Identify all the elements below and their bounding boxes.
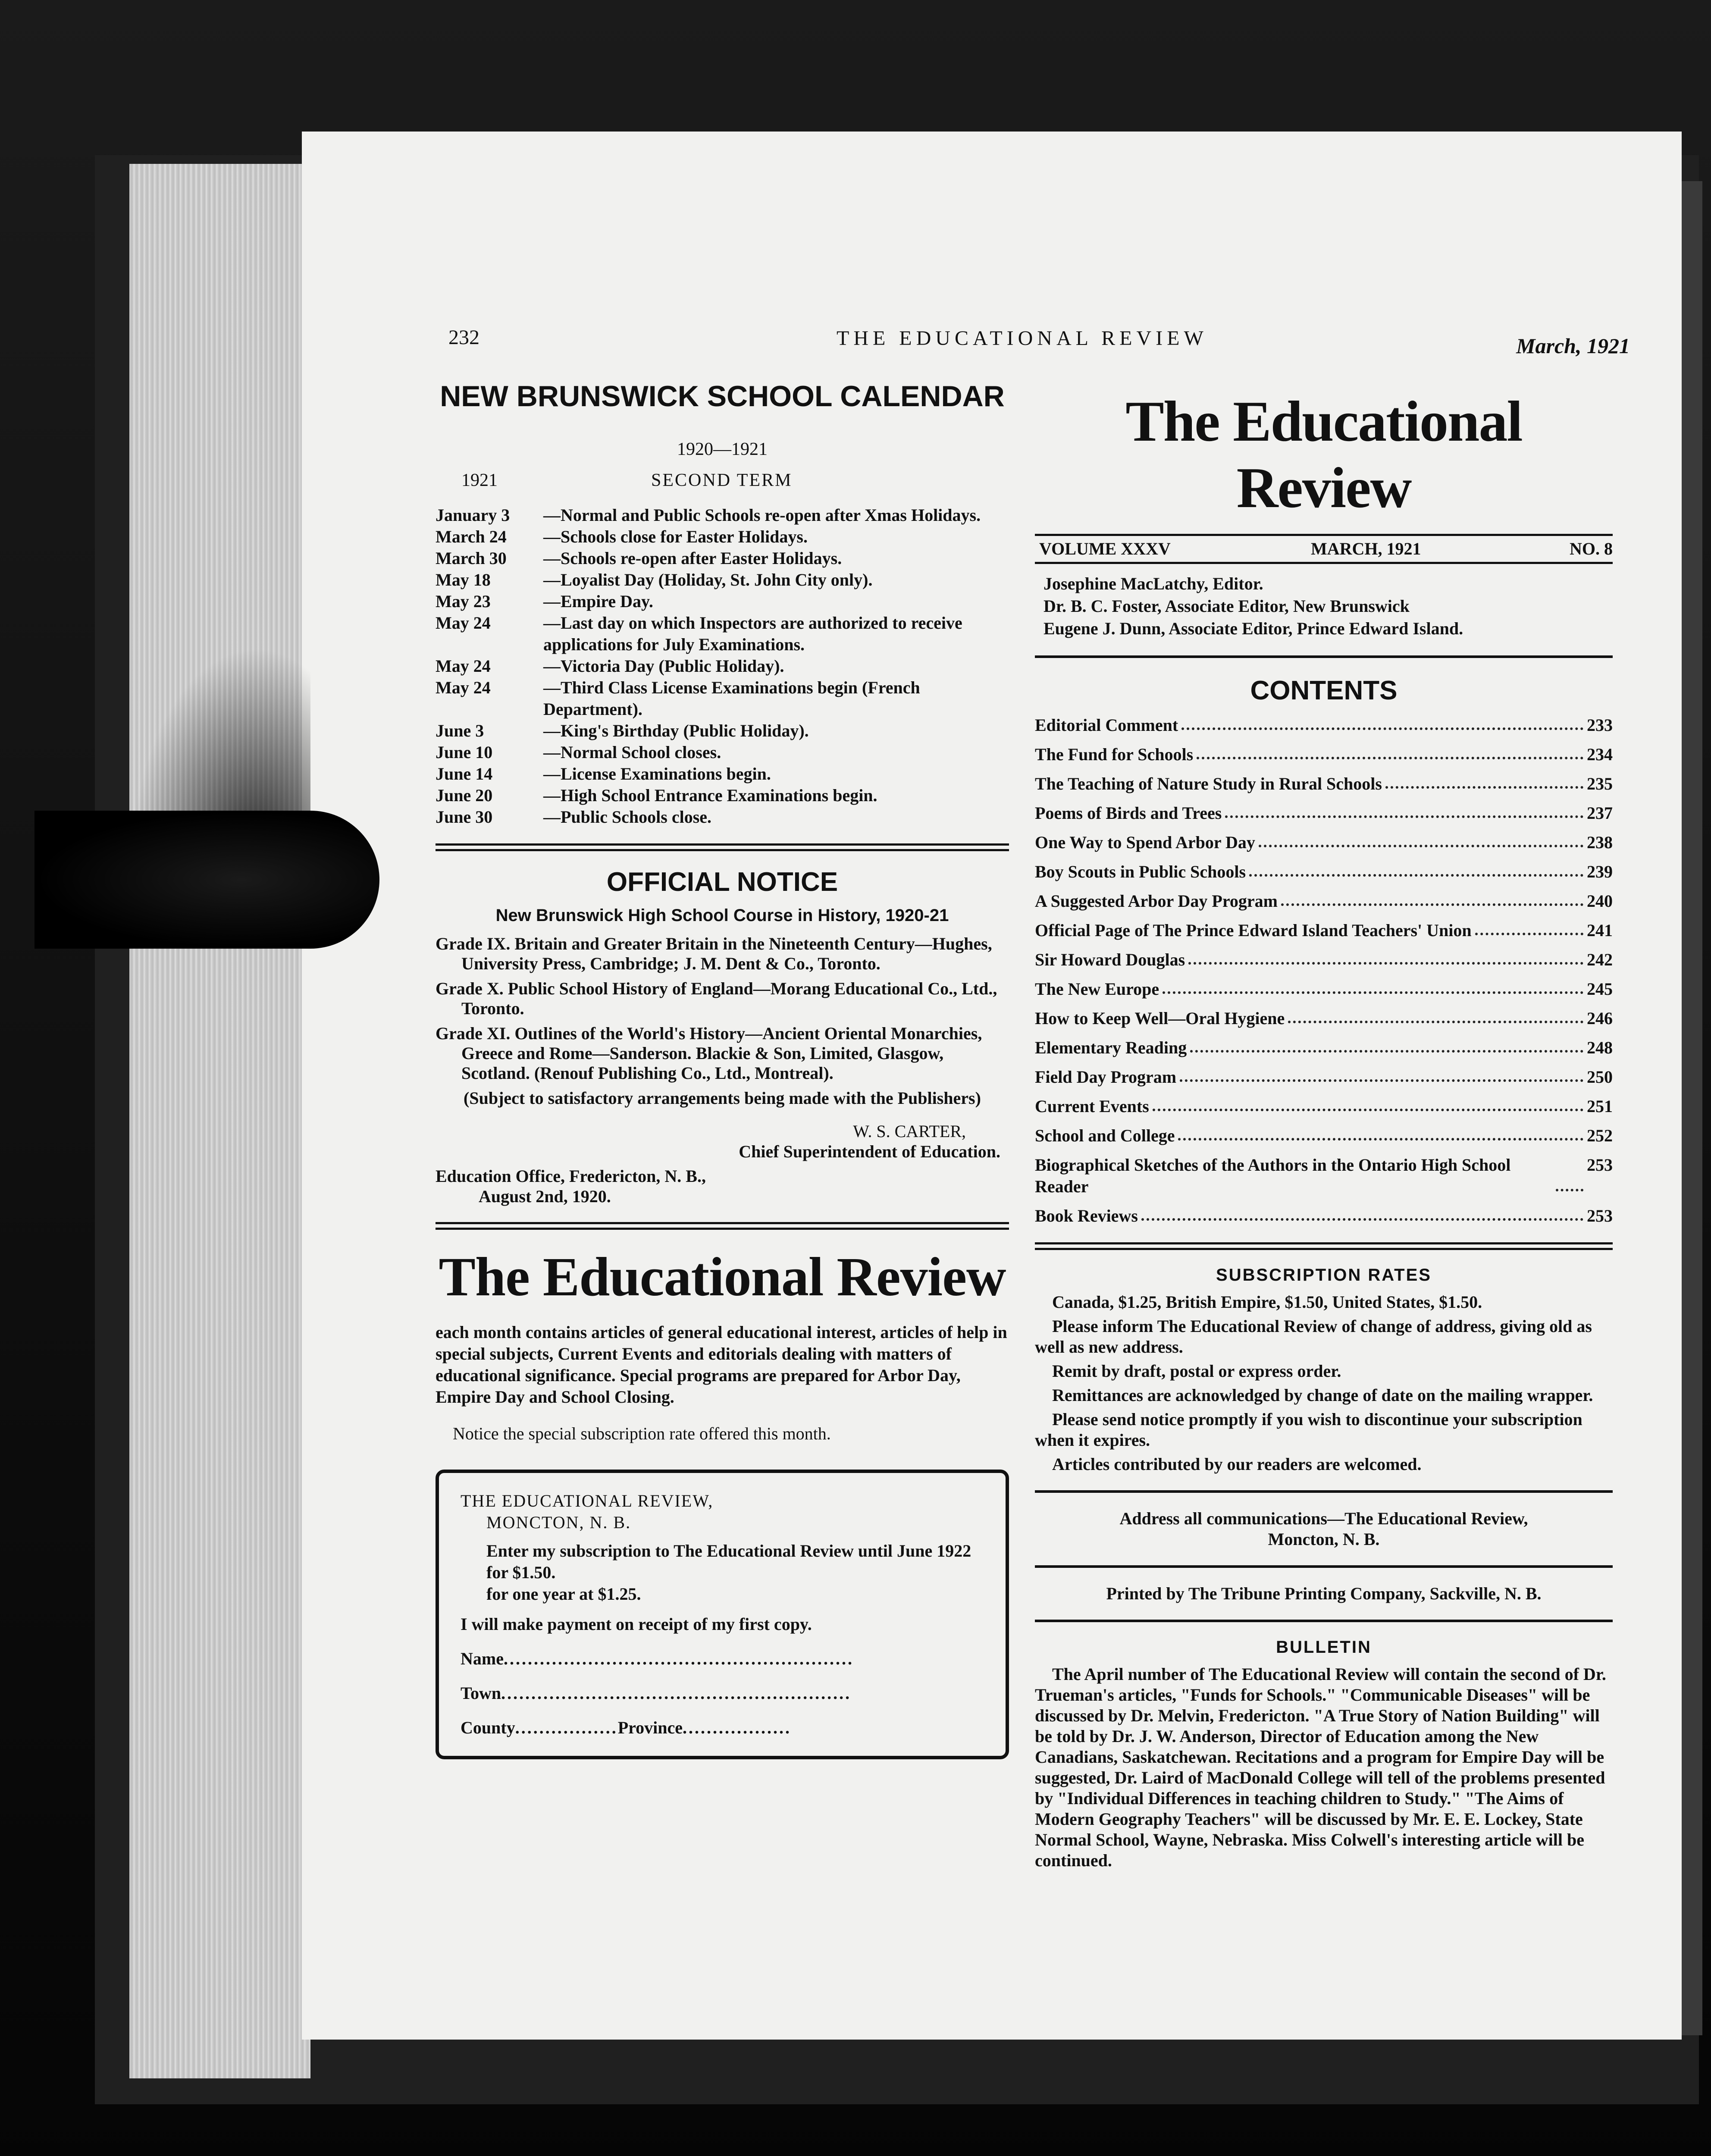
- toc-item[interactable]: [1035, 1205, 1613, 1227]
- toc-page: 233: [1587, 715, 1613, 735]
- calendar-text: —Schools close for Easter Holidays.: [543, 527, 808, 546]
- calendar-date: June 10: [436, 743, 493, 762]
- calendar-text: —Public Schools close.: [543, 807, 712, 827]
- notice-title: OFFICIAL NOTICE: [606, 867, 838, 897]
- finger-holding-page: [34, 811, 379, 949]
- calendar-date: June 3: [436, 721, 484, 740]
- grade-entry: Grade X. Public School History of England—Morang Educational Co., Ltd., Toronto.: [436, 979, 997, 1018]
- issue-date: March, 1921: [1516, 334, 1630, 358]
- rates-line: Please send notice promptly if you wish to discontinue your subscription when it expires.: [1035, 1410, 1583, 1450]
- section-divider: [1035, 1242, 1613, 1250]
- form-name-field: Name..........................................................: [461, 1649, 854, 1668]
- subscription-form: [436, 1470, 1009, 1759]
- toc-page: 239: [1587, 862, 1613, 881]
- toc-page: 253: [1587, 1155, 1613, 1175]
- toc-page: 241: [1587, 921, 1613, 940]
- toc-title: Elementary Reading: [1035, 1038, 1187, 1057]
- signature-office: Education Office, Fredericton, N. B.,: [436, 1166, 706, 1186]
- running-head: THE EDUCATIONAL REVIEW: [837, 327, 1208, 350]
- toc-item[interactable]: [1035, 978, 1613, 1000]
- calendar-list: [436, 505, 1009, 828]
- term-heading: [436, 470, 1009, 496]
- calendar-item: [436, 742, 1009, 763]
- toc-item[interactable]: [1035, 949, 1613, 971]
- section-divider: [1035, 655, 1613, 658]
- address-line: Address all communications—The Educational Review,: [1119, 1509, 1528, 1528]
- toc-title: One Way to Spend Arbor Day: [1035, 833, 1255, 852]
- calendar-text: —Loyalist Day (Holiday, St. John City only).: [543, 570, 873, 589]
- calendar-item: [436, 591, 1009, 612]
- calendar-date: June 14: [436, 764, 493, 783]
- calendar-item: [436, 569, 1009, 591]
- right-page-edge: [1682, 181, 1702, 2035]
- toc-item[interactable]: [1035, 1066, 1613, 1088]
- calendar-text: —Normal and Public Schools re-open after Xmas Holidays.: [543, 505, 981, 525]
- notice-subtitle: New Brunswick High School Course in History, 1920-21: [495, 906, 949, 925]
- volume-bar: [1035, 534, 1613, 564]
- right-column: [1035, 388, 1613, 1871]
- rates-block: [1035, 1292, 1613, 1475]
- toc-title: Editorial Comment: [1035, 715, 1178, 735]
- volume-date: MARCH, 1921: [1311, 539, 1421, 558]
- calendar-text: —Schools re-open after Easter Holidays.: [543, 548, 842, 568]
- rates-line: Remit by draft, postal or express order.: [1052, 1361, 1341, 1381]
- toc-page: 238: [1587, 833, 1613, 852]
- bulletin-text: The April number of The Educational Review will contain the second of Dr. Trueman's articles, "Funds for Schools." "Communicable Diseases" will be discussed by Dr. Melvin, Fredericton. "A True Story of Nation Building" will be told by Dr. J. W. Anderson, Director of Education among the New Canadians, Saskatchewan. Recitations and a program for Empire Day will be suggested, Dr. Laird of MacDonald College will tell of the problems presented by "Individual Differences in teaching children to Study." "The Aims of Modern Geography Teachers" will be discussed by Mr. E. E. Lockey, State Normal School, Wayne, Nebraska. Miss Colwell's interesting article will be continued.: [1035, 1664, 1606, 1870]
- rates-line: Canada, $1.25, British Empire, $1.50, United States, $1.50.: [1052, 1292, 1482, 1312]
- town-label: Town: [461, 1683, 501, 1703]
- promo-title: The Educational Review: [439, 1246, 1006, 1307]
- toc-page: 234: [1587, 745, 1613, 764]
- signature-name: W. S. CARTER,: [853, 1122, 966, 1141]
- calendar-item: [436, 763, 1009, 785]
- calendar-item: [436, 505, 1009, 526]
- calendar-item: [436, 785, 1009, 806]
- term-year: 1921: [461, 470, 498, 490]
- toc-item[interactable]: [1035, 1008, 1613, 1029]
- calendar-item: [436, 655, 1009, 677]
- promo-note: Notice the special subscription rate offered this month.: [453, 1424, 831, 1443]
- form-address-line: THE EDUCATIONAL REVIEW,: [461, 1491, 714, 1510]
- calendar-years: 1920—1921: [677, 439, 768, 459]
- section-divider: [1035, 1565, 1613, 1568]
- toc-item[interactable]: [1035, 744, 1613, 765]
- term-label: SECOND TERM: [651, 470, 793, 490]
- printer-credit: Printed by The Tribune Printing Company, Sackville, N. B.: [1106, 1584, 1542, 1603]
- toc-page: 246: [1587, 1009, 1613, 1028]
- province-label: Province: [617, 1718, 683, 1737]
- toc-item[interactable]: [1035, 1154, 1613, 1197]
- toc-title: Book Reviews: [1035, 1206, 1138, 1225]
- rates-line: Articles contributed by our readers are welcomed.: [1052, 1454, 1422, 1474]
- section-divider: [436, 843, 1009, 851]
- volume-number: VOLUME XXXV: [1039, 539, 1171, 558]
- calendar-date: May 24: [436, 678, 491, 697]
- calendar-text: —Last day on which Inspectors are authorized to receive applications for July Examinations.: [543, 613, 962, 654]
- form-county-field: County.................Province..................: [461, 1718, 792, 1737]
- calendar-date: June 20: [436, 786, 493, 805]
- toc-item[interactable]: [1035, 1096, 1613, 1117]
- toc-title: Boy Scouts in Public Schools: [1035, 862, 1246, 881]
- left-column: [436, 379, 1009, 1759]
- toc-title: Field Day Program: [1035, 1067, 1177, 1087]
- calendar-date: May 24: [436, 656, 491, 676]
- toc-page: 251: [1587, 1097, 1613, 1116]
- toc-page: 245: [1587, 979, 1613, 999]
- section-divider: [1035, 1620, 1613, 1622]
- toc-page: 253: [1587, 1206, 1613, 1225]
- toc-title: Current Events: [1035, 1097, 1149, 1116]
- toc-title: The New Europe: [1035, 979, 1159, 999]
- toc-item[interactable]: [1035, 1037, 1613, 1059]
- toc-page: 250: [1587, 1067, 1613, 1087]
- bulletin-title: BULLETIN: [1276, 1638, 1372, 1657]
- page-number: 232: [448, 326, 479, 349]
- staff-list: [1044, 573, 1613, 640]
- rates-title: SUBSCRIPTION RATES: [1216, 1266, 1432, 1285]
- form-payment-note: I will make payment on receipt of my first copy.: [461, 1614, 812, 1634]
- calendar-text: —Victoria Day (Public Holiday).: [543, 656, 784, 676]
- section-divider: [436, 1222, 1009, 1230]
- toc-title: Poems of Birds and Trees: [1035, 803, 1222, 823]
- form-town-field: Town..........................................................: [461, 1683, 852, 1703]
- grade-entry: Grade XI. Outlines of the World's History—Ancient Oriental Monarchies, Greece and Rome—Sanderson. Blackie & Son, Limited, Glasgow, Scotland. (Renouf Publishing Co., Ltd., Montreal).: [436, 1024, 982, 1083]
- notice-note: (Subject to satisfactory arrangements being made with the Publishers): [464, 1088, 981, 1108]
- toc-page: 240: [1587, 891, 1613, 911]
- signature-title: Chief Superintendent of Education.: [739, 1142, 1000, 1161]
- toc-title: A Suggested Arbor Day Program: [1035, 891, 1278, 911]
- issue-number: NO. 8: [1570, 539, 1613, 558]
- calendar-item: [436, 806, 1009, 828]
- masthead-title: The Educational Review: [1125, 389, 1522, 520]
- calendar-date: May 18: [436, 570, 491, 589]
- calendar-text: —Empire Day.: [543, 592, 653, 611]
- page-edges: [129, 164, 310, 2078]
- toc-title: How to Keep Well—Oral Hygiene: [1035, 1009, 1285, 1028]
- toc-item[interactable]: [1035, 714, 1613, 736]
- staff-editor: Josephine MacLatchy, Editor.: [1044, 574, 1263, 593]
- calendar-title: NEW BRUNSWICK SCHOOL CALENDAR: [440, 380, 1005, 413]
- toc-item[interactable]: [1035, 802, 1613, 824]
- toc-title: The Teaching of Nature Study in Rural Schools: [1035, 774, 1382, 793]
- calendar-item: [436, 677, 1009, 720]
- toc-title: School and College: [1035, 1126, 1175, 1145]
- calendar-date: May 24: [436, 613, 491, 633]
- toc-item[interactable]: [1035, 890, 1613, 912]
- rates-line: Please inform The Educational Review of change of address, giving old as well as new address.: [1035, 1316, 1592, 1357]
- calendar-text: —License Examinations begin.: [543, 764, 771, 783]
- toc-page: 252: [1587, 1126, 1613, 1145]
- toc-page: 242: [1587, 950, 1613, 969]
- toc-title: The Fund for Schools: [1035, 745, 1194, 764]
- form-alt-offer: for one year at $1.25.: [486, 1584, 641, 1604]
- signature-date: August 2nd, 1920.: [479, 1187, 611, 1206]
- calendar-item: [436, 612, 1009, 655]
- calendar-date: June 30: [436, 807, 493, 827]
- calendar-text: —Normal School closes.: [543, 743, 721, 762]
- toc-page: 237: [1587, 803, 1613, 823]
- toc-item[interactable]: [1035, 773, 1613, 795]
- county-label: County: [461, 1718, 515, 1737]
- calendar-text: —High School Entrance Examinations begin.: [543, 786, 877, 805]
- toc-title: Official Page of The Prince Edward Island Teachers' Union: [1035, 921, 1472, 940]
- calendar-date: March 30: [436, 548, 507, 568]
- toc-title: Biographical Sketches of the Authors in the Ontario High School Reader: [1035, 1155, 1511, 1196]
- calendar-item: [436, 720, 1009, 742]
- contents-title: CONTENTS: [1250, 676, 1398, 705]
- toc-item[interactable]: [1035, 861, 1613, 883]
- calendar-item: [436, 526, 1009, 548]
- contents-list: [1035, 714, 1613, 1227]
- calendar-date: May 23: [436, 592, 491, 611]
- form-subscription-offer: Enter my subscription to The Educational Review until June 1922 for $1.50.: [486, 1541, 971, 1582]
- calendar-item: [436, 548, 1009, 569]
- toc-page: 235: [1587, 774, 1613, 793]
- name-label: Name: [461, 1649, 504, 1668]
- toc-item[interactable]: [1035, 832, 1613, 853]
- calendar-text: —Third Class License Examinations begin (French Department).: [543, 678, 920, 719]
- toc-page: 248: [1587, 1038, 1613, 1057]
- calendar-date: March 24: [436, 527, 507, 546]
- section-divider: [1035, 1490, 1613, 1493]
- calendar-date: January 3: [436, 505, 510, 525]
- form-address-city: MONCTON, N. B.: [486, 1513, 631, 1532]
- calendar-text: —King's Birthday (Public Holiday).: [543, 721, 809, 740]
- address-city: Moncton, N. B.: [1268, 1529, 1380, 1549]
- toc-title: Sir Howard Douglas: [1035, 950, 1185, 969]
- staff-associate-pei: Eugene J. Dunn, Associate Editor, Prince Edward Island.: [1044, 619, 1463, 638]
- toc-item[interactable]: [1035, 920, 1613, 941]
- grade-entry: Grade IX. Britain and Greater Britain in the Nineteenth Century—Hughes, University Press, Cambridge; J. M. Dent & Co., Toronto.: [436, 934, 992, 973]
- rates-line: Remittances are acknowledged by change of date on the mailing wrapper.: [1052, 1385, 1593, 1405]
- page-header: [448, 326, 1630, 369]
- toc-item[interactable]: [1035, 1125, 1613, 1147]
- staff-associate-nb: Dr. B. C. Foster, Associate Editor, New Brunswick: [1044, 596, 1410, 616]
- promo-body: each month contains articles of general educational interest, articles of help in special subjects, Current Events and editorials dealing with matters of educational significance. Special programs are prepared for Arbor Day, Empire Day and School Closing.: [436, 1322, 1007, 1407]
